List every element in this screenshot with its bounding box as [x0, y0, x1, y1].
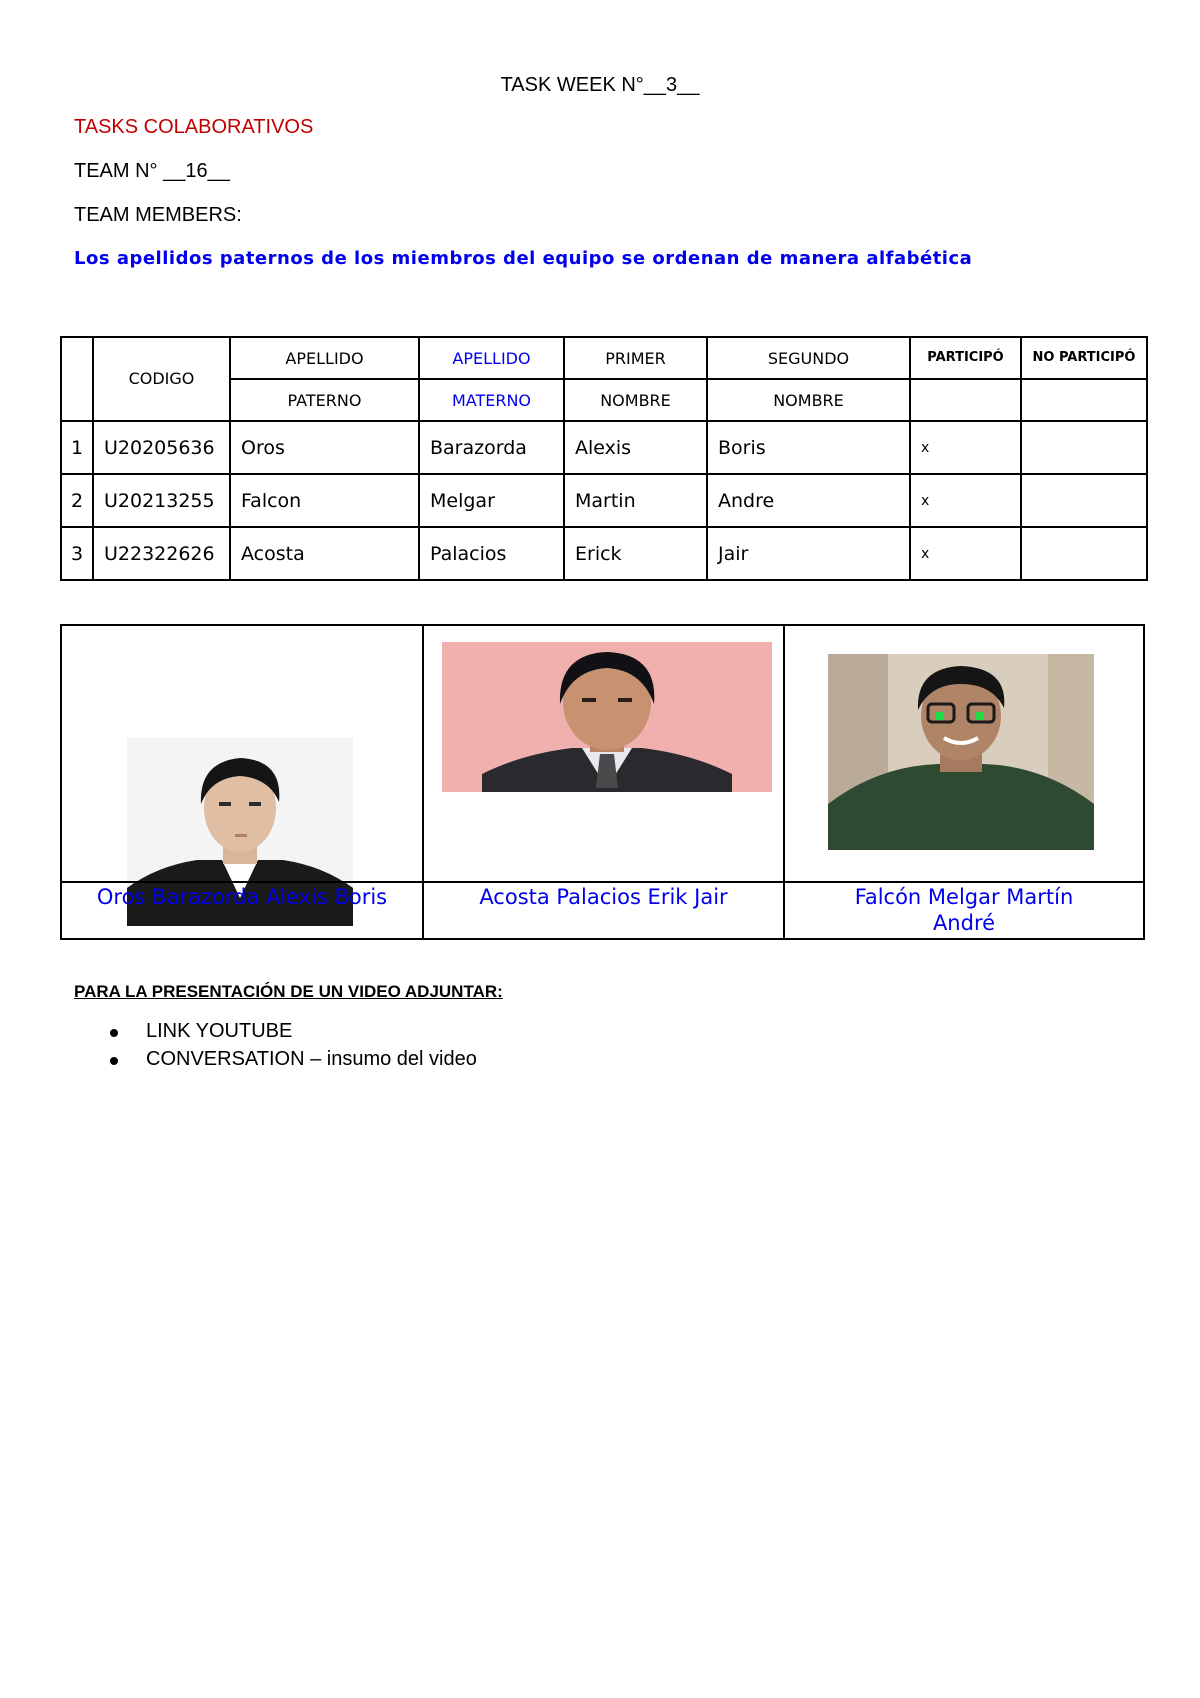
portrait-image — [828, 654, 1094, 850]
team-members-label: TEAM MEMBERS: — [74, 204, 242, 226]
apellido-paterno: Falcon — [230, 474, 419, 527]
table-header-row — [61, 337, 1147, 379]
apellido-materno: Barazorda — [419, 421, 564, 474]
header-paterno: PATERNO — [230, 379, 419, 421]
primer-nombre: Martin — [564, 474, 707, 527]
header-materno: MATERNO — [419, 379, 564, 421]
apellido-paterno: Acosta — [230, 527, 419, 580]
header-nombre-1: NOMBRE — [564, 379, 707, 421]
participo-mark: x — [910, 474, 1021, 527]
participo-mark: x — [910, 421, 1021, 474]
member-photo-falcon — [828, 654, 1094, 850]
header-apellido-materno-1: APELLIDO — [419, 337, 564, 379]
photos-table — [60, 624, 1145, 940]
empty-cell — [910, 379, 1021, 421]
bullet-icon — [110, 1029, 118, 1037]
caption-oros: Oros Barazorda Alexis Boris — [96, 885, 388, 909]
caption-falcon: Falcón Melgar Martín André — [854, 885, 1074, 935]
header-segundo: SEGUNDO — [707, 337, 910, 379]
table-row — [61, 421, 1147, 474]
header-no-participo: NO PARTICIPÓ — [1021, 337, 1147, 379]
header-participo: PARTICIPÓ — [910, 337, 1021, 379]
header-apellido-paterno-1: APELLIDO — [230, 337, 419, 379]
row-number: 2 — [61, 474, 93, 527]
members-table — [60, 336, 1148, 581]
document-title: TASK WEEK N°__3__ — [500, 74, 700, 96]
no-participo-mark — [1021, 474, 1147, 527]
row-number: 1 — [61, 421, 93, 474]
row-divider — [62, 881, 1143, 883]
header-codigo: CODIGO — [93, 337, 230, 421]
header-num-cell — [61, 337, 93, 421]
member-photo-acosta — [442, 642, 772, 792]
primer-nombre: Alexis — [564, 421, 707, 474]
caption-acosta: Acosta Palacios Erik Jair — [479, 885, 728, 909]
segundo-nombre: Andre — [707, 474, 910, 527]
table-row — [61, 474, 1147, 527]
table-row — [61, 527, 1147, 580]
subtitle: TASKS COLABORATIVOS — [74, 116, 314, 138]
apellido-materno: Palacios — [419, 527, 564, 580]
header-primer: PRIMER — [564, 337, 707, 379]
header-nombre-2: NOMBRE — [707, 379, 910, 421]
apellido-materno: Melgar — [419, 474, 564, 527]
video-section-title: PARA LA PRESENTACIÓN DE UN VIDEO ADJUNTAR: — [74, 982, 503, 1001]
list-item-label: LINK YOUTUBE — [146, 1020, 293, 1042]
team-number: TEAM N° __16__ — [74, 160, 230, 182]
row-number: 3 — [61, 527, 93, 580]
list-item-label: CONVERSATION – insumo del video — [146, 1048, 477, 1070]
primer-nombre: Erick — [564, 527, 707, 580]
segundo-nombre: Jair — [707, 527, 910, 580]
participo-mark: x — [910, 527, 1021, 580]
bullet-icon — [110, 1057, 118, 1065]
no-participo-mark — [1021, 527, 1147, 580]
student-code: U20205636 — [93, 421, 230, 474]
student-code: U20213255 — [93, 474, 230, 527]
segundo-nombre: Boris — [707, 421, 910, 474]
empty-cell — [1021, 379, 1147, 421]
student-code: U22322626 — [93, 527, 230, 580]
apellido-paterno: Oros — [230, 421, 419, 474]
no-participo-mark — [1021, 421, 1147, 474]
portrait-image — [442, 642, 772, 792]
order-note: Los apellidos paternos de los miembros del equipo se ordenan de manera alfabética — [74, 248, 973, 269]
